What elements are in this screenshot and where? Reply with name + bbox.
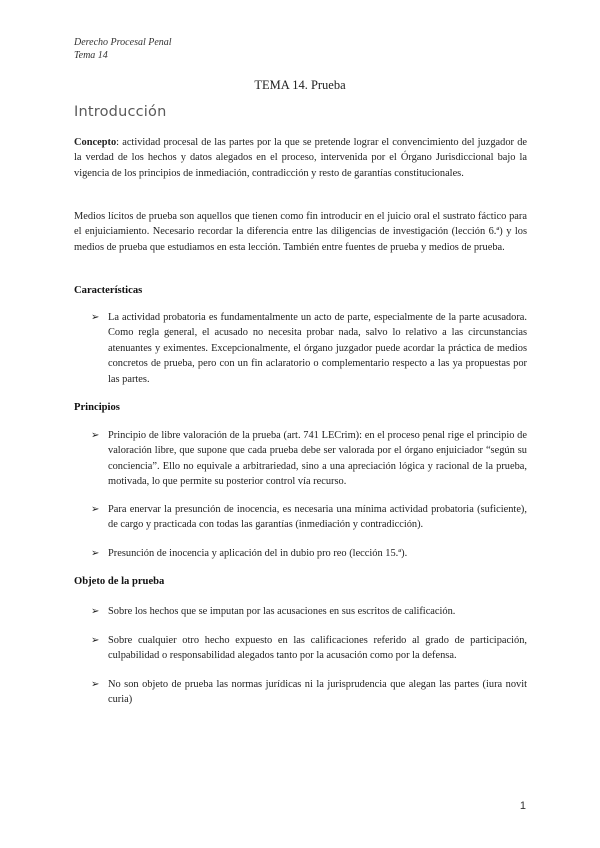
medios-paragraph: Medios lícitos de prueba son aquellos que tienen como fin introducir en el juicio oral el sustrato fáctico para el enjuiciamiento. Necesario recordar la diferencia entre las diligencias de investigación (lección 6.ª) y los medios de prueba que estudiamos en esta lección. También entre fuentes de prueba y medios de prueba. xyxy=(74,211,527,253)
list-item xyxy=(91,502,527,533)
list-item xyxy=(91,546,527,561)
arrow-bullet-icon: ➢ xyxy=(91,548,100,559)
list-item-text: La actividad probatoria es fundamentalmente un acto de parte, especialmente de la parte acusadora. Como regla general, el acusado no necesita probar nada, salvo lo relativo a las circunstancias atenuantes y eximentes. Excepcionalmente, el órgano juzgador puede acordar la práctica de medios concretos de prueba, pero con un fin aclaratorio o complementario respecto a las ya propuestas por las partes. xyxy=(108,312,527,385)
list-item xyxy=(91,633,527,664)
arrow-bullet-icon: ➢ xyxy=(91,635,100,646)
list-item xyxy=(91,604,527,619)
arrow-bullet-icon: ➢ xyxy=(91,504,100,515)
list-item-text: No son objeto de prueba las normas jurídicas ni la jurisprudencia que alegan las partes (iura novit curia) xyxy=(108,679,527,706)
concept-text: : actividad procesal de las partes por la que se pretende lograr el convencimiento del juzgador de la verdad de los hechos y datos alegados en el proceso, intervenida por el Órgano Jurisdiccional bajo la vigencia de los principios de inmediación, contradicción y resto de garantías constitucionales. xyxy=(74,137,527,179)
list-item-text: Para enervar la presunción de inocencia, es necesaria una mínima actividad probatoria (suficiente), de cargo y practicada con todas las garantías (inmediación y contradicción). xyxy=(108,504,527,531)
arrow-bullet-icon: ➢ xyxy=(91,679,100,690)
running-header-course: Derecho Procesal Penal xyxy=(74,37,172,48)
arrow-bullet-icon: ➢ xyxy=(91,606,100,617)
list-item xyxy=(91,677,527,708)
list-item-text: Principio de libre valoración de la prueba (art. 741 LECrim): en el proceso penal rige el principio de valoración libre, que supone que cada prueba debe ser valorada por el órgano enjuiciador “según su conciencia”. Ello no equivale a arbitrariedad, sino a una apreciación lógica y racional de la prueba, motivada, lo que permite su posterior control vía recurso. xyxy=(108,430,527,488)
list-item xyxy=(91,310,527,387)
running-header-unit: Tema 14 xyxy=(74,50,108,61)
arrow-bullet-icon: ➢ xyxy=(91,312,100,323)
characteristics-heading: Características xyxy=(74,285,143,296)
object-heading: Objeto de la prueba xyxy=(74,576,165,587)
concept-label: Concepto xyxy=(74,137,117,148)
concept-paragraph xyxy=(74,135,527,181)
list-item xyxy=(91,428,527,490)
page-title: TEMA 14. Prueba xyxy=(254,78,346,92)
arrow-bullet-icon: ➢ xyxy=(91,430,100,441)
principles-heading: Principios xyxy=(74,402,120,413)
page-number: 1 xyxy=(519,800,526,812)
list-item-text: Sobre cualquier otro hecho expuesto en las calificaciones referido al grado de participación, culpabilidad o responsabilidad alegados tanto por la acusación como por la defensa. xyxy=(108,635,527,662)
list-item-text: Presunción de inocencia y aplicación del in dubio pro reo (lección 15.ª). xyxy=(108,548,408,559)
intro-heading: Introducción xyxy=(74,104,167,120)
list-item-text: Sobre los hechos que se imputan por las acusaciones en sus escritos de calificación. xyxy=(108,606,456,617)
